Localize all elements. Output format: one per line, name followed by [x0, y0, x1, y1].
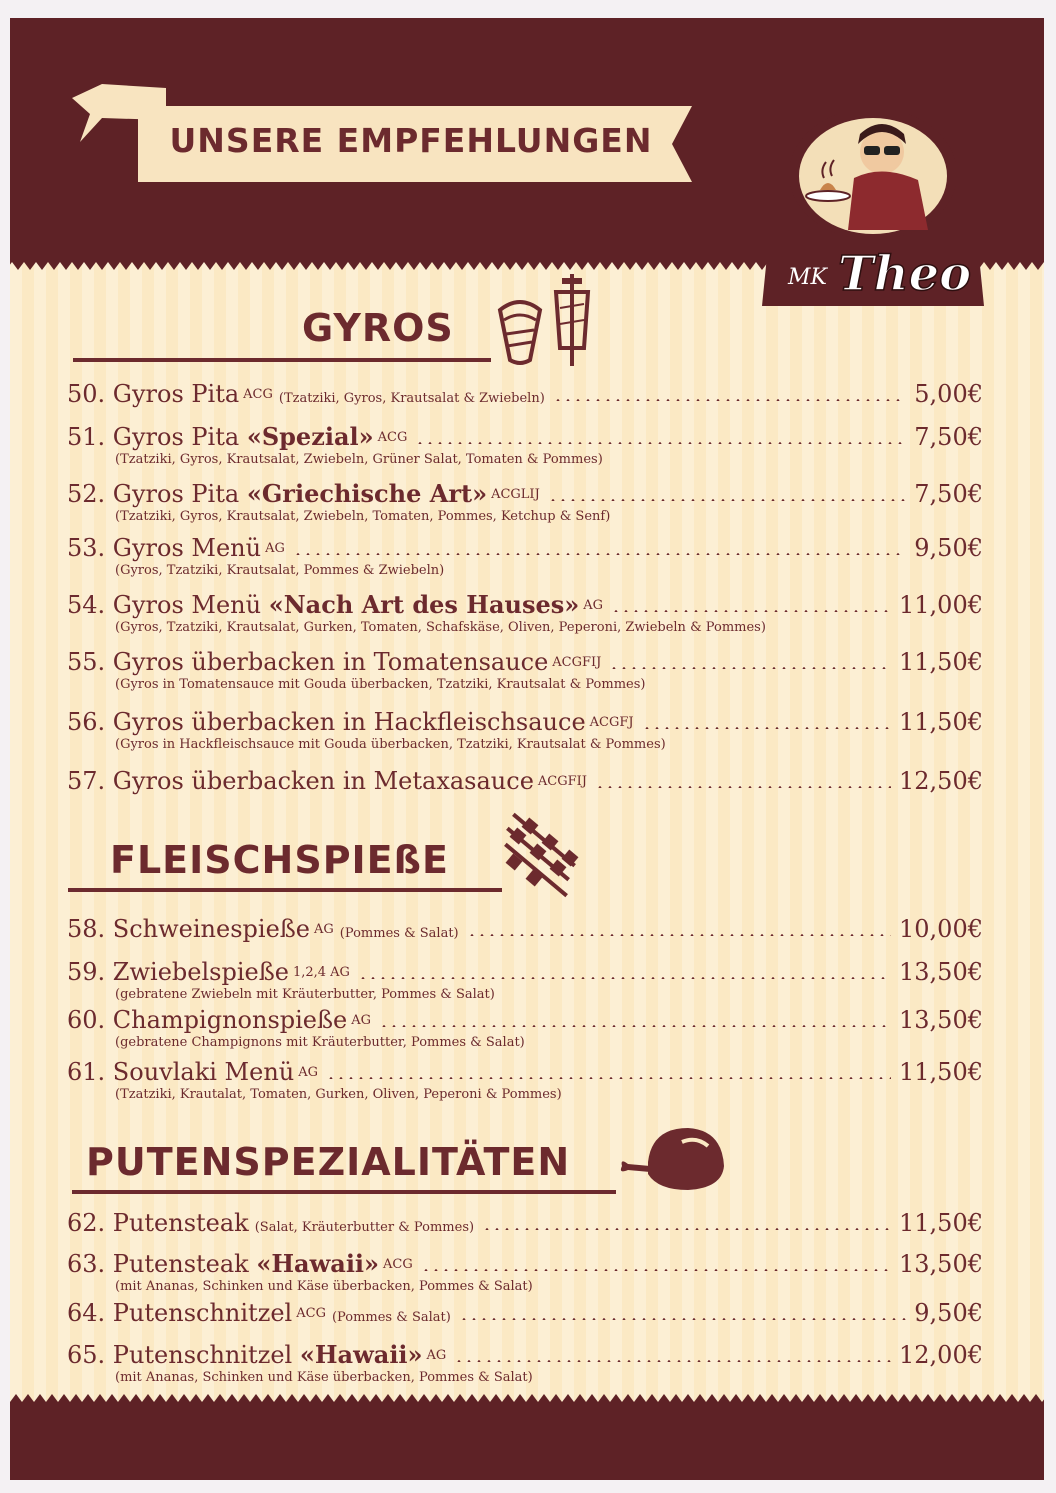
- menu-item-title: Gyros Pita: [112, 480, 240, 508]
- menu-item-price: 5,00€: [914, 380, 983, 408]
- menu-item-description: (gebratene Zwiebeln mit Kräuterbutter, Pommes & Salat): [115, 987, 495, 1002]
- allergen-codes: AG: [583, 598, 604, 613]
- menu-item: [67, 534, 983, 578]
- section-rule-fleischspiesse: [68, 888, 502, 892]
- menu-item-price: 11,00€: [899, 591, 983, 619]
- menu-item-price: 11,50€: [899, 1209, 983, 1237]
- menu-item-name: [67, 915, 310, 943]
- menu-item-number: 61.: [67, 1058, 113, 1086]
- doner-spit-icon: [550, 274, 594, 366]
- menu-item-name: [67, 958, 289, 986]
- menu-item: [67, 380, 983, 408]
- menu-item-price: 12,50€: [899, 767, 983, 795]
- menu-item-number: 60.: [67, 1006, 113, 1034]
- logo-name: Theo: [838, 246, 972, 302]
- menu-item-title: Schweinespieße: [112, 915, 311, 943]
- allergen-codes: ACGFIJ: [552, 655, 602, 670]
- allergen-codes: ACG: [296, 1306, 326, 1321]
- menu-item-name: [67, 534, 261, 562]
- dot-leader: [326, 1077, 891, 1079]
- allergen-codes: AG: [426, 1348, 447, 1363]
- dot-leader: [595, 786, 891, 788]
- menu-item: [67, 1299, 983, 1327]
- dot-leader: [609, 667, 891, 669]
- menu-item-description: (mit Ananas, Schinken und Käse überbacken, Pommes & Salat): [115, 1279, 533, 1294]
- menu-item-line: [67, 422, 983, 451]
- dot-leader: [482, 1228, 891, 1230]
- menu-item-title: Gyros Menü: [112, 534, 262, 562]
- menu-item-number: 51.: [67, 423, 113, 451]
- menu-item-name: [67, 767, 534, 795]
- menu-item: [67, 479, 983, 524]
- gyros-pita-icon: [494, 290, 546, 366]
- menu-item-title: Putenschnitzel: [112, 1299, 293, 1327]
- menu-item-line: [67, 767, 983, 795]
- logo-prefix: MK: [788, 265, 827, 290]
- menu-item-highlight: «Hawaii»: [299, 1340, 423, 1369]
- menu-item-name: [67, 1299, 292, 1327]
- section-title-gyros: GYROS: [302, 306, 454, 350]
- section-title-fleischspiesse: FLEISCHSPIEßE: [110, 838, 449, 882]
- menu-item-title: Putensteak: [112, 1250, 249, 1278]
- menu-item-line: [67, 380, 983, 408]
- allergen-codes: AG: [298, 1065, 319, 1080]
- dot-leader: [548, 499, 907, 501]
- menu-item-title: Putenschnitzel: [112, 1341, 293, 1369]
- menu-item-name: [67, 1006, 347, 1034]
- dot-leader: [454, 1360, 891, 1362]
- menu-item-description: (Tzatziki, Krautalat, Tomaten, Gurken, Oliven, Peperoni & Pommes): [115, 1087, 562, 1102]
- menu-item: [67, 1006, 983, 1050]
- menu-item-description: (Pommes & Salat): [331, 1310, 451, 1325]
- menu-item-name: [67, 1249, 379, 1278]
- menu-item-line: [67, 1299, 983, 1327]
- menu-item-description: (Tzatziki, Gyros, Krautsalat & Zwiebeln): [278, 391, 545, 406]
- menu-item-price: 12,00€: [899, 1341, 983, 1369]
- menu-item-number: 58.: [67, 915, 113, 943]
- menu-item-line: [67, 1249, 983, 1278]
- menu-item-title: Zwiebelspieße: [112, 958, 289, 986]
- menu-item-title: Gyros Menü: [112, 591, 262, 619]
- menu-item-number: 56.: [67, 708, 113, 736]
- menu-item-line: [67, 915, 983, 943]
- menu-item-line: [67, 1209, 983, 1237]
- menu-item-highlight: «Hawaii»: [256, 1249, 380, 1278]
- menu-item-name: [67, 422, 374, 451]
- section-rule-putenspezialitaeten: [72, 1190, 616, 1194]
- menu-item-price: 9,50€: [914, 1299, 983, 1327]
- menu-item-name: [67, 1340, 423, 1369]
- menu-item-title: Gyros Pita: [112, 423, 240, 451]
- menu-item: [67, 1209, 983, 1237]
- allergen-codes: AG: [265, 541, 285, 556]
- menu-item-price: 13,50€: [899, 958, 983, 986]
- menu-item-description: (Gyros, Tzatziki, Krautsalat, Pommes & Zwiebeln): [115, 563, 445, 578]
- menu-item-price: 11,50€: [899, 648, 983, 676]
- menu-item: [67, 1249, 983, 1294]
- theo-logo: [758, 106, 988, 306]
- dot-leader: [611, 610, 891, 612]
- section-rule-gyros: [73, 358, 491, 362]
- section-title-putenspezialitaeten: PUTENSPEZIALITÄTEN: [86, 1140, 571, 1184]
- menu-item-description: (Gyros in Tomatensauce mit Gouda überbacken, Tzatziki, Krautsalat & Pommes): [115, 677, 646, 692]
- menu-item: [67, 1340, 983, 1385]
- menu-item-line: [67, 1006, 983, 1034]
- menu-item-name: [67, 1058, 294, 1086]
- menu-item-description: (Tzatziki, Gyros, Krautsalat, Zwiebeln, Tomaten, Pommes, Ketchup & Senf): [115, 509, 611, 524]
- menu-item-line: [67, 479, 983, 508]
- menu-item-line: [67, 958, 983, 986]
- menu-item-number: 62.: [67, 1209, 113, 1237]
- menu-item-name: [67, 1209, 249, 1237]
- skewers-icon: [498, 812, 590, 902]
- menu-item-line: [67, 590, 983, 619]
- dot-leader: [459, 1318, 906, 1320]
- allergen-codes: AG: [351, 1013, 372, 1028]
- menu-item-title: Souvlaki Menü: [112, 1058, 295, 1086]
- menu-item: [67, 648, 983, 692]
- menu-item-number: 55.: [67, 648, 113, 676]
- menu-item-title: Gyros Pita: [112, 380, 240, 408]
- dot-leader: [415, 442, 906, 444]
- allergen-codes: ACG: [243, 387, 273, 402]
- allergen-codes: ACGFIJ: [537, 774, 587, 789]
- menu-item-line: [67, 534, 983, 562]
- menu-item-price: 11,50€: [899, 708, 983, 736]
- menu-item-description: (Pommes & Salat): [339, 926, 459, 941]
- menu-item-line: [67, 648, 983, 676]
- menu-item-price: 13,50€: [899, 1006, 983, 1034]
- banner-title: UNSERE EMPFEHLUNGEN: [169, 120, 653, 160]
- menu-page: [10, 18, 1044, 1480]
- menu-item-description: (Salat, Kräuterbutter & Pommes): [254, 1220, 475, 1235]
- dot-leader: [293, 553, 906, 555]
- menu-item-name: [67, 380, 239, 408]
- menu-item: [67, 708, 983, 752]
- menu-item-title: Gyros überbacken in Hackfleischsauce: [112, 708, 586, 736]
- menu-item: [67, 590, 983, 635]
- menu-item-number: 50.: [67, 380, 113, 408]
- menu-item-number: 54.: [67, 591, 113, 619]
- menu-item-description: (Gyros in Hackfleischsauce mit Gouda überbacken, Tzatziki, Krautsalat & Pommes): [115, 737, 666, 752]
- menu-item-highlight: «Griechische Art»: [246, 479, 488, 508]
- dot-leader: [642, 727, 891, 729]
- menu-item-description: (Gyros, Tzatziki, Krautsalat, Gurken, Tomaten, Schafskäse, Oliven, Peperoni, Zwiebeln & Pommes): [115, 620, 766, 635]
- menu-item-line: [67, 1340, 983, 1369]
- menu-item-title: Champignonspieße: [112, 1006, 348, 1034]
- menu-item-number: 64.: [67, 1299, 113, 1327]
- menu-item-title: Putensteak: [112, 1209, 249, 1237]
- dot-leader: [379, 1025, 891, 1027]
- menu-item-number: 52.: [67, 480, 113, 508]
- menu-item-name: [67, 648, 548, 676]
- menu-item-price: 7,50€: [914, 480, 983, 508]
- menu-item-price: 13,50€: [899, 1250, 983, 1278]
- menu-item: [67, 767, 983, 795]
- dot-leader: [467, 934, 891, 936]
- menu-item-price: 11,50€: [899, 1058, 983, 1086]
- menu-item-name: [67, 708, 586, 736]
- allergen-codes: AG: [314, 922, 334, 937]
- menu-item-line: [67, 1058, 983, 1086]
- dot-leader: [358, 977, 891, 979]
- menu-item-price: 7,50€: [914, 423, 983, 451]
- allergen-codes: ACGLIJ: [491, 487, 540, 502]
- menu-item: [67, 422, 983, 467]
- allergen-codes: ACGFJ: [589, 715, 634, 730]
- allergen-codes: ACG: [383, 1257, 413, 1272]
- dot-leader: [421, 1269, 891, 1271]
- menu-item-number: 57.: [67, 767, 113, 795]
- menu-item-highlight: «Nach Art des Hauses»: [268, 590, 580, 619]
- menu-item-number: 59.: [67, 958, 113, 986]
- menu-item-price: 9,50€: [914, 534, 983, 562]
- roast-turkey-icon: [618, 1122, 728, 1194]
- footer-band: [10, 1390, 1044, 1480]
- menu-item-number: 63.: [67, 1250, 113, 1278]
- allergen-codes: ACG: [377, 430, 408, 445]
- menu-item-line: [67, 708, 983, 736]
- menu-item-price: 10,00€: [899, 915, 983, 943]
- menu-item-description: (mit Ananas, Schinken und Käse überbacken, Pommes & Salat): [115, 1370, 533, 1385]
- menu-item-description: (Tzatziki, Gyros, Krautsalat, Zwiebeln, Grüner Salat, Tomaten & Pommes): [115, 452, 603, 467]
- menu-item-title: Gyros überbacken in Metaxasauce: [112, 767, 534, 795]
- menu-item-highlight: «Spezial»: [246, 422, 374, 451]
- menu-item-number: 65.: [67, 1341, 113, 1369]
- menu-item-number: 53.: [67, 534, 113, 562]
- menu-item: [67, 915, 983, 943]
- menu-item-description: (gebratene Champignons mit Kräuterbutter, Pommes & Salat): [115, 1035, 525, 1050]
- menu-item-title: Gyros überbacken in Tomatensauce: [112, 648, 549, 676]
- menu-item: [67, 1058, 983, 1102]
- allergen-codes: 1,2,4 AG: [292, 965, 350, 980]
- menu-item-name: [67, 590, 579, 619]
- menu-item: [67, 958, 983, 1002]
- dot-leader: [553, 399, 907, 401]
- menu-item-name: [67, 479, 487, 508]
